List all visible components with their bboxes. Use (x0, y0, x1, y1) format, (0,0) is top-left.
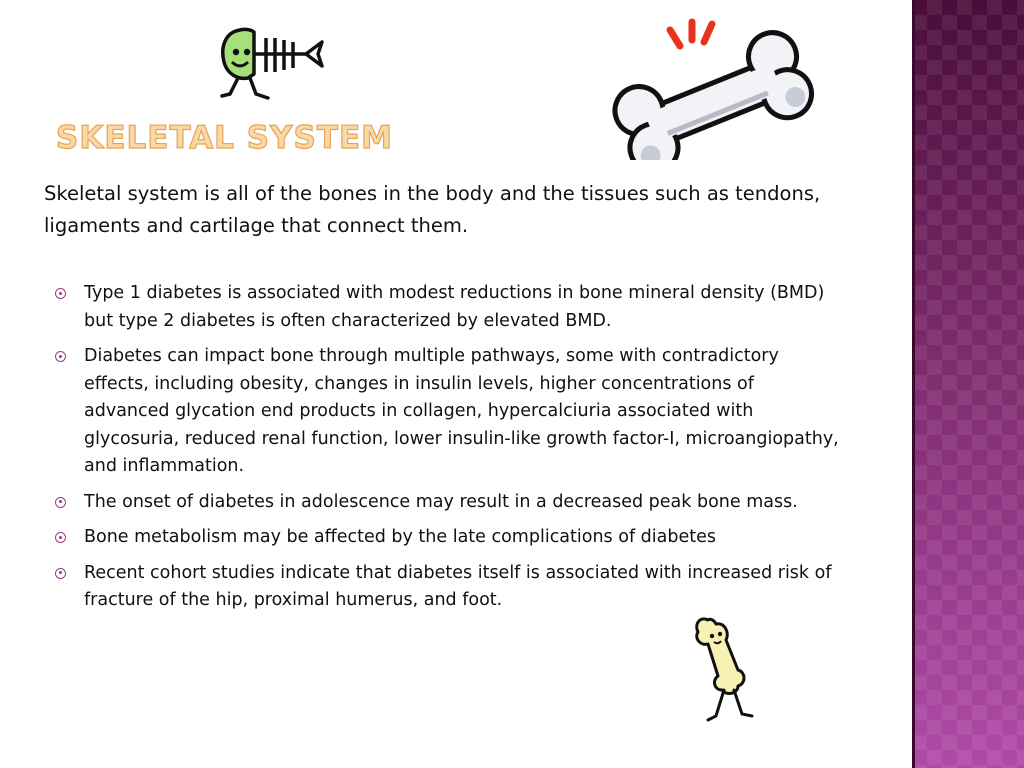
bullet-icon (55, 568, 66, 579)
walking-bone-icon (692, 614, 764, 732)
intro-paragraph: Skeletal system is all of the bones in the body and the tissues such as tendons, ligaments and cartilage that connect them. (44, 182, 821, 237)
decorative-side-band (912, 0, 1024, 768)
bullet-icon (55, 288, 66, 299)
bullet-text: The onset of diabetes in adolescence may result in a decreased peak bone mass. (84, 491, 798, 512)
bullet-icon (55, 497, 66, 508)
side-band-divider (912, 0, 915, 768)
bone-icon (600, 18, 828, 160)
bullet-item (52, 489, 842, 517)
bullet-text: Diabetes can impact bone through multiple pathways, some with contradictory effects, including obesity, changes in insulin levels, higher concentrations of advanced glycation end products in collagen, hypercalciuria associated with glycosuria, reduced renal function, lower insulin-like growth factor-I, microangiopathy, and inflammation. (84, 346, 839, 476)
slide-title: SKELETAL SYSTEM (56, 120, 394, 156)
bullet-icon (55, 532, 66, 543)
bullet-item (52, 343, 842, 481)
fish-skeleton-icon (218, 24, 330, 108)
bullet-item (52, 560, 842, 615)
bullet-text: Bone metabolism may be affected by the late complications of diabetes (84, 527, 716, 547)
bullet-item (52, 524, 842, 552)
bullet-icon (55, 351, 66, 362)
bullet-text: Recent cohort studies indicate that diabetes itself is associated with increased risk of fracture of the hip, proximal humerus, and foot. (84, 562, 832, 610)
bullet-item (52, 280, 842, 335)
bullet-list (52, 280, 842, 623)
bullet-text: Type 1 diabetes is associated with modest reductions in bone mineral density (BMD) but type 2 diabetes is often characterized by elevated BMD. (84, 283, 825, 331)
